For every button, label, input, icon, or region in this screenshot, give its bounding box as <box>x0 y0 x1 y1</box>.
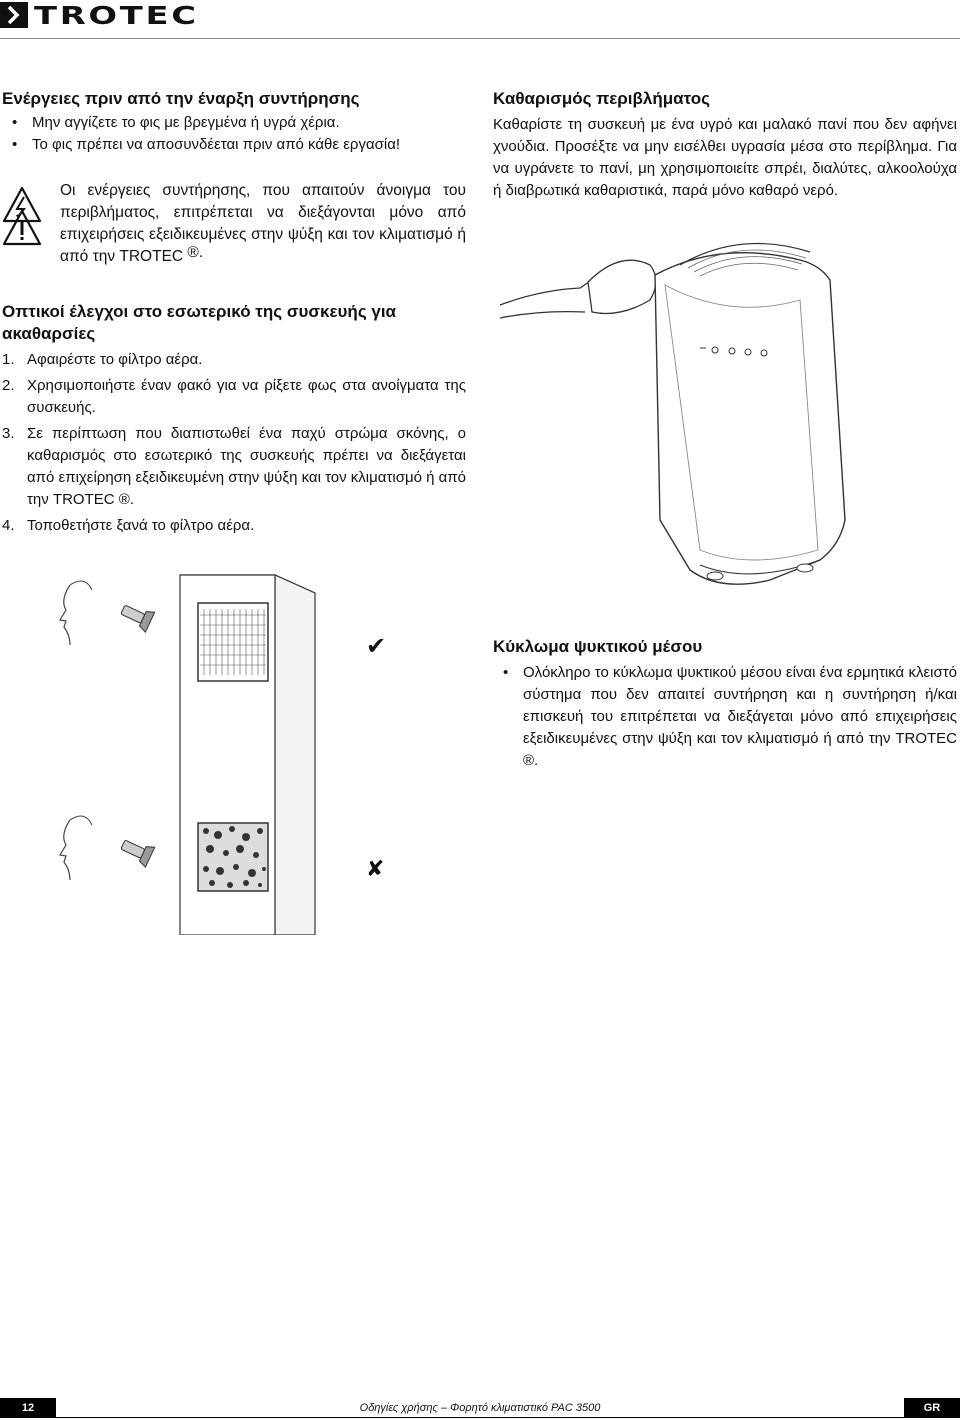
step-text: Σε περίπτωση που διαπιστωθεί ένα παχύ στρώμα σκόνης, ο καθαρισμός στο εσωτερικό της συσκευής πρέπει να διεξάγεται από επιχείρηση εξειδικευμένη στην ψύξη και τον κλιματισμό ή από την TROTEC ®. <box>27 425 466 508</box>
list-item: • Το φις πρέπει να αποσυνδέεται πριν από κάθε εργασία! <box>2 134 462 156</box>
step-number: 3. <box>2 425 15 442</box>
housing-cleaning-text: Καθαρίστε τη συσκευή με ένα υγρό και μαλακό πανί που δεν αφήνει χνούδια. Προσέξτε να μην εισέλθει υγρασία μέσα στο περίβλημα. Για να υγράνετε το πανί, μη χρησιμοποιείτε σπρέι, διαλύτες, αλκοολούχα ή διαβρωτικά καθαριστικά, παρά μόνο καθαρό νερό. <box>493 116 957 199</box>
air-conditioner-illustration <box>500 220 940 610</box>
section-title-housing-cleaning: Καθαρισμός περιβλήματος <box>493 89 710 108</box>
warning-text <box>60 180 466 268</box>
logo-chevron-icon <box>0 2 28 28</box>
bullet-icon: • <box>503 664 509 681</box>
step-text: Αφαιρέστε το φίλτρο αέρα. <box>27 351 203 368</box>
cross-mark-icon: ✘ <box>366 856 385 881</box>
footer-divider <box>56 1417 904 1418</box>
brand-name: TROTEC <box>34 0 199 30</box>
refrigerant-text: Ολόκληρο το κύκλωμα ψυκτικού μέσου είναι ένα ερμητικά κλειστό σύστημα που δεν απαιτεί συντήρηση και η συντήρηση ή/και επισκευή του επιτρέπεται να διεξάγεται μόνο από επιχειρήσεις εξειδικευμένες στην ψύξη και τον κλιματισμό ή από την TROTEC ®. <box>523 664 957 769</box>
header-divider <box>0 38 960 39</box>
list-item <box>2 423 466 511</box>
section-title-before-maintenance: Ενέργειες πριν από την έναρξη συντήρησης <box>2 89 360 108</box>
refrigerant-list <box>493 662 957 772</box>
list-item <box>493 662 957 772</box>
section-title-refrigerant-circuit: Κύκλωμα ψυκτικού μέσου <box>493 637 703 656</box>
page-footer <box>0 1398 960 1420</box>
list-item <box>2 375 466 419</box>
list-item <box>2 349 466 371</box>
brand-logo <box>0 0 199 30</box>
language-code: GR <box>904 1398 960 1418</box>
list-item: • Μην αγγίζετε το φις με βρεγμένα ή υγρά χέρια. <box>2 112 462 134</box>
step-text: Τοποθετήστε ξανά το φίλτρο αέρα. <box>27 517 255 534</box>
precaution-list <box>2 112 462 156</box>
step-number: 4. <box>2 517 15 534</box>
registered-mark: ®. <box>187 244 204 261</box>
warning-icon <box>2 209 42 247</box>
footer-title: Οδηγίες χρήσης – Φορητό κλιματιστικό PAC 3500 <box>359 1402 601 1414</box>
page-number: 12 <box>0 1398 56 1418</box>
step-number: 2. <box>2 377 15 394</box>
steps-list <box>2 349 466 537</box>
step-text: Χρησιμοποιήστε έναν φακό για να ρίξετε φως στα ανοίγματα της συσκευής. <box>27 377 466 416</box>
inspection-illustration <box>30 565 410 935</box>
list-item <box>2 515 466 537</box>
warning-body: Οι ενέργειες συντήρησης, που απαιτούν άνοιγμα του περιβλήματος, επιτρέπεται να διεξάγονται μόνο από επιχειρήσεις εξειδικευμένες στην ψύξη και τον κλιματισμό ή από την TROTEC <box>60 182 466 265</box>
step-number: 1. <box>2 351 15 368</box>
section-title-visual-checks: Οπτικοί έλεγχοι στο εσωτερικό της συσκευής για ακαθαρσίες <box>2 302 397 343</box>
check-mark-icon: ✔ <box>366 633 387 660</box>
